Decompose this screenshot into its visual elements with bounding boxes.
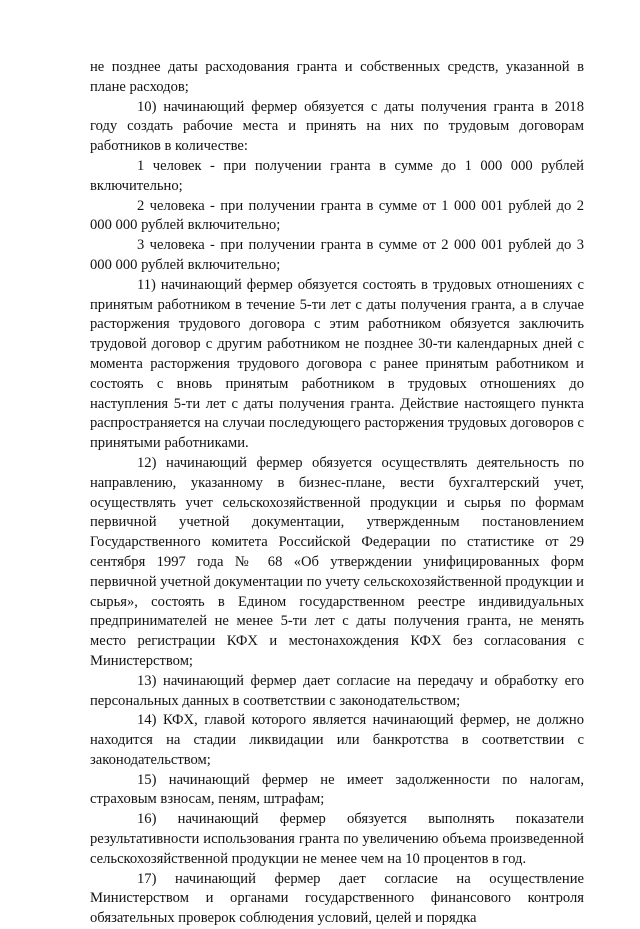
paragraph-item-13: 13) начинающий фермер дает согласие на передачу и обработку его персональных данных в соответствии с законодательством; (90, 672, 584, 709)
paragraph-two-persons: 2 человека - при получении гранта в сумме от 1 000 001 рублей до 2 000 000 рублей включительно; (90, 197, 584, 234)
paragraph-item-16: 16) начинающий фермер обязуется выполнять показатели результативности использования гранта по увеличению объема произведенной сельскохозяйственной продукции не менее чем на 10 процентов в год. (90, 811, 584, 867)
paragraph-item-17: 17) начинающий фермер дает согласие на осуществление Министерством и органами государственного финансового контроля обязательных проверок соблюдения условий, целей и порядка (90, 870, 584, 927)
paragraph-continuation: не позднее даты расходования гранта и собственных средств, указанной в плане расходов; (90, 59, 584, 95)
paragraph-item-11: 11) начинающий фермер обязуется состоять в трудовых отношениях с принятым работником в течение 5-ти лет с даты получения гранта, а в случае расторжения трудового договора с этим работником обязуется заключить трудовой договор с другим работником не позднее 30-ти календарных дней с момента расторжения трудового договора с ранее принятым работником и состоять с вновь принятым работником в трудовых отношениях до наступления 5-ти лет с даты получения гранта. Действие настоящего пункта распространяется на случаи последующего расторжения трудовых договоров с принятыми работниками. (90, 276, 584, 452)
paragraph-item-12: 12) начинающий фермер обязуется осуществлять деятельность по направлению, указанному в бизнес-плане, вести бухгалтерский учет, осуществлять учет сельскохозяйственной продукции и сырья по формам первичной учетной документации, утвержденным постановлением Государственного комитета Российской Федерации по статистике от 29 сентября 1997 года № 68 «Об утверждении унифицированных форм первичной учетной документации по учету сельскохозяйственной продукции и сырья», состоять в Едином государственном реестре индивидуальных предпринимателей не менее 5-ти лет с даты получения гранта, не менять место регистрации КФХ и местонахождения КФХ без согласования с Министерством; (90, 454, 584, 669)
paragraph-item-10: 10) начинающий фермер обязуется с даты получения гранта в 2018 году создать рабочие места и принять на них по трудовым договорам работников в количестве: (90, 98, 584, 155)
paragraph-three-persons: 3 человека - при получении гранта в сумме от 2 000 001 рублей до 3 000 000 рублей включительно; (90, 237, 584, 273)
paragraph-one-person: 1 человек - при получении гранта в сумме до 1 000 000 рублей включительно; (90, 157, 584, 194)
paragraph-item-15: 15) начинающий фермер не имеет задолженности по налогам, страховым взносам, пеням, штрафам; (90, 771, 584, 808)
paragraph-item-14: 14) КФХ, главой которого является начинающий фермер, не должно находится на стадии ликвидации или банкротства в соответствии с законодательством; (90, 712, 584, 768)
document-page (90, 58, 584, 929)
